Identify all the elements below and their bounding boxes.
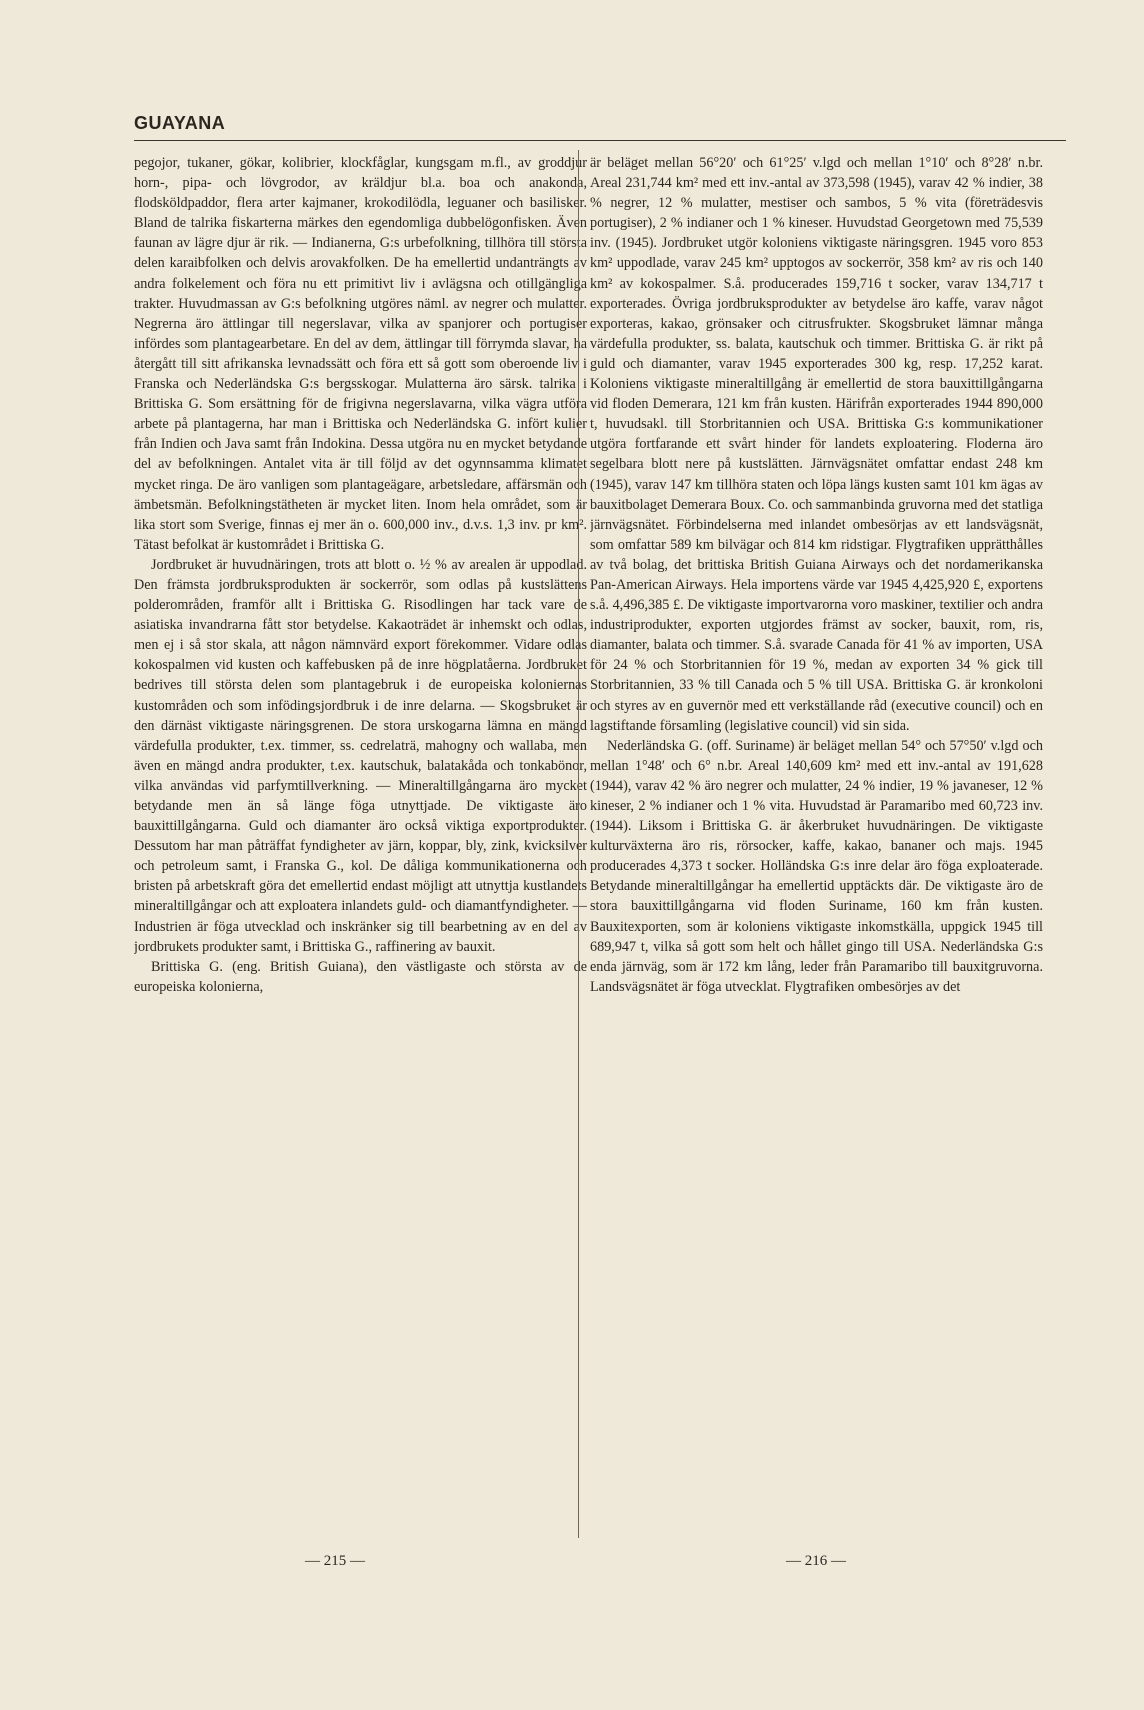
right-column [590,153,1043,1563]
page-number-left: — 215 — [305,1553,365,1569]
running-header: GUAYANA [134,113,226,133]
paragraph-british-guiana-intro: Brittiska G. (eng. British Guiana), den västligaste och största av de europeiska kolonierna, [134,958,587,995]
header-rule [134,140,1066,141]
column-divider [578,150,579,1538]
paragraph-fauna-population: pegojor, tukaner, gökar, kolibrier, klockfåglar, kungsgam m.fl., av groddjur horn-, pipa- och lövgrodor, av kräldjur bl.a. boa och anakonda, flodsköldpaddor, flera arter kajmaner, krokodilödla, leguaner och basilisker. Bland de talrika fiskarterna märkes den egendomliga dubbelögonfisken. Även faunan av lägre djur är rik. — Indianerna, G:s urbefolkning, tillhöra till största delen karaibfolken och delvis arovakfolken. De ha emellertid undanträngts av andra folkelement och föra nu ett primitivt liv i avlägsna och otillgängliga trakter. Huvudmassan av G:s befolkning utgöres näml. av negrer och mulatter. Negrerna äro ättlingar till negerslavar, vilka av spanjorer och portugiser infördes som plantagearbetare. En del av dem, ättlingar till förrymda slavar, ha återgått till sitt afrikanska levnadssätt och föra ett så gott som oberoende liv i Franska och Nederländska G:s bergsskogar. Mulatterna äro särsk. talrika i Brittiska G. Som ersättning för de frigivna negerslavarna, vilka vägra utföra arbete på plantagerna, har man i Brittiska och Nederländska G. infört kulier från Indien och Java samt från Indokina. Dessa utgöra nu en mycket betydande del av befolkningen. Antalet vita är till följd av det ogynnsamma klimatet mycket ringa. De äro vanligen som plantageägare, arbetsledare, affärsmän och ämbetsmän. Befolkningstätheten är mycket liten. Inom hela området, som är lika stort som Sverige, finnas ej mer än o. 600,000 inv., d.v.s. 1,3 inv. pr km². Tätast befolkat är kustområdet i Brittiska G. [134,155,587,553]
page-number-right: — 216 — [786,1553,846,1569]
paragraph-dutch-guiana: Nederländska G. (off. Suriname) är beläget mellan 54° och 57°50′ v.lgd och mellan 1°48′ och 6° n.br. Areal 140,609 km² med ett inv.-antal av 191,628 (1944), varav 42 % äro negrer och mulatter, 24 % indier, 19 % javaneser, 12 % kineser, 2 % indianer och 1 % vita. Huvudstad är Paramaribo med 60,723 inv. (1944). Liksom i Brittiska G. är åkerbruket huvudnäringen. De viktigaste kulturväxterna äro ris, rörsocker, kaffe, kakao, bananer och majs. 1945 producerades 4,373 t socker. Holländska G:s inre delar äro föga exploaterade. Betydande mineraltillgångar ha emellertid upptäckts där. De viktigaste äro de stora bauxittillgångarna vid floden Suriname, 160 km från kusten. Bauxitexporten, som är koloniens viktigaste inkomstkälla, uppgick 1945 till 689,947 t, vilka så gott som helt och hållet gingo till USA. Nederländska G:s enda järnväg, som är 172 km lång, leder från Paramaribo till bauxitgruvorna. Landsvägsnätet är föga utvecklat. Flygtrafiken ombesörjes av det [590,737,1043,995]
paragraph-agriculture: Jordbruket är huvudnäringen, trots att blott o. ½ % av arealen är uppodlad. Den främsta jordbruksprodukten är sockerrör, som odlas på kustslättens polderområden, framför allt i Brittiska G. Risodlingen har tack vare de asiatiska invandrarna fått stor betydelse. Kakaoträdet är inhemskt och odlas, men ej i så stor skala, att någon nämnvärd export förekommer. Vidare odlas kokospalmen vid kusten och kaffebusken på de inre högplatåerna. Jordbruket bedrives till största delen som plantagebruk i de europeiska koloniernas kustområden och som infödingsjordbruk i de inre delarna. — Skogsbruket är den därnäst viktigaste näringsgrenen. De stora urskogarna lämna en mängd värdefulla produkter, t.ex. timmer, ss. cedrelaträ, mahogny och wallaba, men även en mängd andra produkter, t.ex. kautschuk, balatakåda och tonkabönor, vilka användas vid parfymtillverkning. — Mineraltillgångarna äro mycket betydande men än så länge föga utnyttjade. De viktigaste äro bauxittillgångarna. Guld och diamanter äro också viktiga exportprodukter. Dessutom har man påträffat fyndigheter av järn, koppar, bly, zink, kvicksilver och petroleum samt, i Franska G., kol. De dåliga kommunikationerna och bristen på arbetskraft göra det emellertid endast möjligt att utnyttja kustlandets mineraltillgångar och att exploatera inlandets guld- och diamantfyndigheter. — Industrien är föga utvecklad och inskränker sig till bearbetning av en del av jordbrukets produkter samt, i Brittiska G., raffinering av bauxit. [134,556,587,955]
paragraph-british-guiana: är beläget mellan 56°20′ och 61°25′ v.lgd och mellan 1°10′ och 8°28′ n.br. Areal 231,744 km² med ett inv.-antal av 373,598 (1945), varav 42 % indier, 38 % negrer, 12 % mulatter, mestiser och sambos, 5 % vita (företrädesvis portugiser), 2 % indianer och 1 % kineser. Huvudstad Georgetown med 75,539 inv. (1945). Jordbruket utgör koloniens viktigaste näringsgren. 1945 voro 853 km² uppodlade, varav 245 km² upptogos av sockerrör, 358 km² av ris och 140 km² av kokospalmer. S.å. producerades 159,716 t socker, varav 134,717 t exporterades. Övriga jordbruksprodukter av betydelse äro kaffe, varav något exporteras, kakao, grönsaker och citrusfrukter. Skogsbruket lämnar många värdefulla produkter, ss. balata, kautschuk och timmer. Brittiska G. är rikt på guld och diamanter, varav 1945 exporterades 300 kg, resp. 17,252 karat. Koloniens viktigaste mineraltillgång är emellertid de stora bauxittillgångarna vid floden Demerara, 121 km från kusten. Härifrån exporterades 1944 890,000 t, huvudsakl. till Storbritannien och USA. Brittiska G:s kommunikationer utgöra fortfarande ett svårt hinder för landets exploatering. Floderna äro segelbara blott nere på kustslätten. Järnvägsnätet omfattar endast 248 km (1945), varav 147 km tillhöra staten och löpa längs kusten samt 101 km ägas av bauxitbolaget Demerara Boux. Co. och sammanbinda gruvorna med det statliga järnvägsnätet. Förbindelserna med inlandet ombesörjas av ett landsvägsnät, som omfattar 589 km bilvägar och 814 km ridstigar. Flygtrafiken upprätthålles av två bolag, det brittiska British Guiana Airways och det nordamerikanska Pan-American Airways. Hela importens värde var 1945 4,425,920 £, exportens s.å. 4,496,385 £. De viktigaste importvarorna voro maskiner, textilier och andra industriprodukter, exporten utgjordes främst av socker, bauxit, rom, ris, diamanter, balata och timmer. S.å. svarade Canada för 41 % av importen, USA för 24 % och Storbritannien för 19 %, medan av exporten 34 % gick till Storbritannien, 33 % till Canada och 5 % till USA. Brittiska G. är kronkoloni och styres av en guvernör med ett verkställande råd (executive council) och en lagstiftande församling (legislative council) vid sin sida. [590,155,1043,734]
left-column [134,153,587,1563]
